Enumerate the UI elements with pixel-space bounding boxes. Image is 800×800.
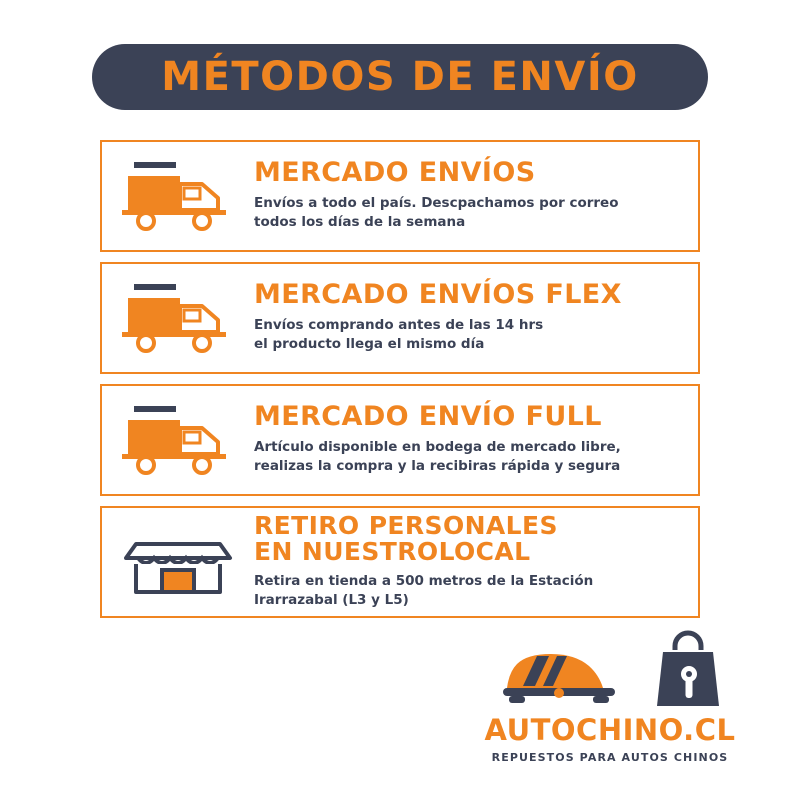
brand-name: AUTOCHINO.CL: [484, 713, 736, 747]
method-description-line-2: realizas la compra y la recibiras rápida y segura: [254, 458, 621, 475]
method-description-line-2: el producto llega el mismo día: [254, 336, 485, 353]
shipping-method-card-retiro-personal[interactable]: [100, 506, 700, 618]
method-title-line-1: RETIRO PERSONALES: [254, 511, 558, 541]
method-description-line-1: Retira en tienda a 500 metros de la Estación: [254, 572, 594, 589]
truck-icon: [102, 280, 254, 356]
brand-tagline: REPUESTOS PARA AUTOS CHINOS: [491, 751, 729, 764]
card-text-block: [254, 403, 698, 476]
method-title: MERCADO ENVÍOS FLEX: [254, 279, 622, 311]
method-description-line-1: Envíos a todo el país. Descpachamos por correo: [254, 194, 619, 211]
header-banner: [92, 44, 708, 110]
method-description-line-1: Artículo disponible en bodega de mercado libre,: [254, 438, 621, 455]
car-icon: [493, 632, 643, 712]
method-description-line-2: Irarrazabal (L3 y L5): [254, 592, 409, 609]
method-description: [254, 438, 684, 477]
method-description-line-2: todos los días de la semana: [254, 214, 466, 231]
truck-icon: [102, 402, 254, 478]
page-title: MÉTODOS DE ENVÍO: [161, 54, 639, 100]
truck-icon: [102, 158, 254, 234]
shipping-method-card-mercado-envios[interactable]: [100, 140, 700, 252]
method-description: [254, 572, 684, 611]
logo-graphics: [470, 630, 750, 712]
method-title-line-2: EN NUESTROLOCAL: [254, 537, 531, 567]
method-title: [254, 513, 684, 566]
method-description: [254, 316, 684, 355]
card-text-block: [254, 159, 698, 232]
card-text-block: [254, 281, 698, 354]
shopping-bag-wrench-icon: [653, 630, 727, 712]
method-title: MERCADO ENVÍO FULL: [254, 401, 602, 433]
card-text-block: [254, 513, 698, 611]
brand-logo: [470, 630, 750, 770]
shipping-method-card-mercado-envio-full[interactable]: [100, 384, 700, 496]
shipping-method-card-mercado-envios-flex[interactable]: [100, 262, 700, 374]
store-icon: [102, 522, 254, 602]
method-title: MERCADO ENVÍOS: [254, 157, 536, 189]
method-description-line-1: Envíos comprando antes de las 14 hrs: [254, 316, 544, 333]
method-description: [254, 194, 684, 233]
